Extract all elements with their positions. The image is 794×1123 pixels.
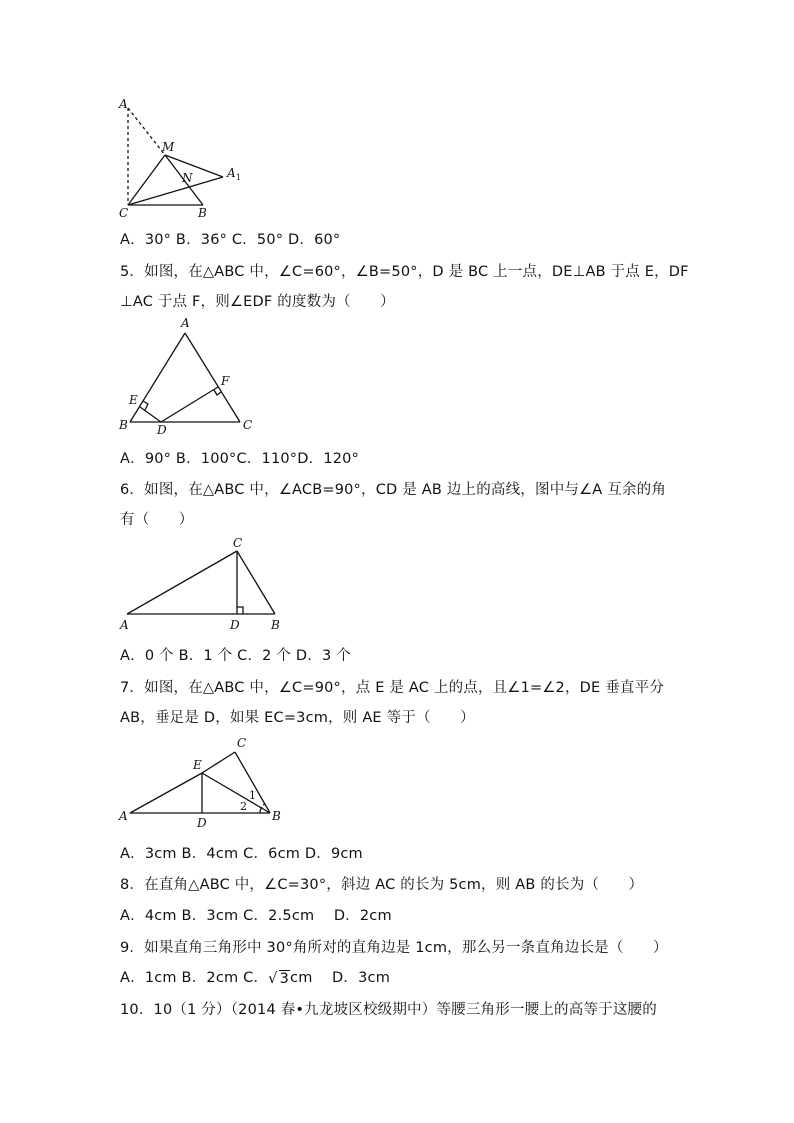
- q7-options: A．3cm B．4cm C．6cm D．9cm: [120, 846, 363, 862]
- dashed-line-AM: [128, 108, 165, 155]
- right-angle-D: [237, 607, 243, 614]
- q4-options: A．30° B．36° C．50° D．60°: [120, 232, 341, 248]
- q5-text-line1: 5．如图，在△ABC 中，∠C=60°，∠B=50°，D 是 BC 上一点，DE⊥AB 于点 E，DF: [120, 264, 689, 280]
- label-D: D: [197, 816, 207, 830]
- figure-q5: [115, 315, 265, 440]
- q8-options: A．4cm B．3cm C．2.5cm D．2cm: [120, 908, 392, 924]
- q9-options-ab: A．1cm B．2cm C．: [120, 970, 269, 986]
- q9-text: 9．如果直角三角形中 30°角所对的直角边是 1cm，那么另一条直角边长是（ ）: [120, 940, 668, 956]
- label-F: F: [221, 374, 230, 388]
- line-DF: [161, 387, 218, 422]
- line-EB: [202, 773, 270, 813]
- label-C: C: [243, 418, 253, 432]
- line-AC: [127, 551, 237, 614]
- line-AE: [130, 773, 202, 813]
- label-A1: A: [227, 166, 236, 180]
- line-DE: [140, 407, 161, 422]
- label-A: A: [119, 97, 128, 111]
- figure-q6: [115, 535, 290, 635]
- label-N: N: [182, 171, 193, 185]
- q5-options: A．90° B．100°C．110°D．120°: [120, 451, 360, 467]
- line-CM: [128, 155, 165, 205]
- label-M: M: [162, 140, 175, 154]
- label-angle-2: 2: [240, 800, 247, 813]
- label-B: B: [198, 206, 207, 220]
- label-B: B: [271, 618, 280, 632]
- label-A1-subscript: 1: [236, 173, 242, 182]
- q6-text-line2: 有（ ）: [120, 512, 194, 528]
- label-A: A: [120, 618, 129, 632]
- label-D: D: [230, 618, 240, 632]
- line-EC: [202, 752, 235, 773]
- label-D: D: [157, 423, 167, 437]
- sqrt-radicand: 3: [279, 970, 290, 987]
- label-E: E: [129, 393, 138, 407]
- label-A: A: [119, 809, 128, 823]
- label-A: A: [181, 316, 190, 330]
- line-CB: [237, 551, 275, 614]
- label-B: B: [272, 809, 281, 823]
- q6-options: A．0 个 B．1 个 C．2 个 D．3 个: [120, 648, 351, 664]
- q5-text-line2: ⊥AC 于点 F，则∠EDF 的度数为（ ）: [120, 294, 395, 310]
- label-C: C: [233, 536, 243, 550]
- line-AC: [185, 333, 240, 422]
- q8-text: 8．在直角△ABC 中，∠C=30°，斜边 AC 的长为 5cm，则 AB 的长为（ ）: [120, 877, 644, 893]
- label-C: C: [237, 736, 247, 750]
- figure-q7: [115, 733, 290, 833]
- label-angle-1: 1: [249, 789, 256, 802]
- label-E: E: [193, 758, 202, 772]
- q6-text-line1: 6．如图，在△ABC 中，∠ACB=90°，CD 是 AB 边上的高线，图中与∠A 互余的角: [120, 482, 667, 498]
- q7-text-line2: AB，垂足是 D，如果 EC=3cm，则 AE 等于（ ）: [120, 710, 475, 726]
- q9-options-cd: cm D．3cm: [290, 970, 391, 986]
- q10-text: 10．10（1 分）（2014 春•九龙坡区校级期中）等腰三角形一腰上的高等于这腰的: [120, 1002, 657, 1018]
- line-AB: [130, 333, 185, 422]
- q7-text-line1: 7．如图，在△ABC 中，∠C=90°，点 E 是 AC 上的点，且∠1=∠2，DE 垂直平分: [120, 680, 665, 696]
- right-angle-E: [143, 401, 148, 410]
- sqrt-symbol: √ 3: [268, 970, 290, 987]
- q9-options: [120, 966, 390, 987]
- line-CA1: [128, 177, 223, 205]
- label-B: B: [119, 418, 128, 432]
- label-C: C: [119, 206, 129, 220]
- figure-q4: [115, 95, 255, 220]
